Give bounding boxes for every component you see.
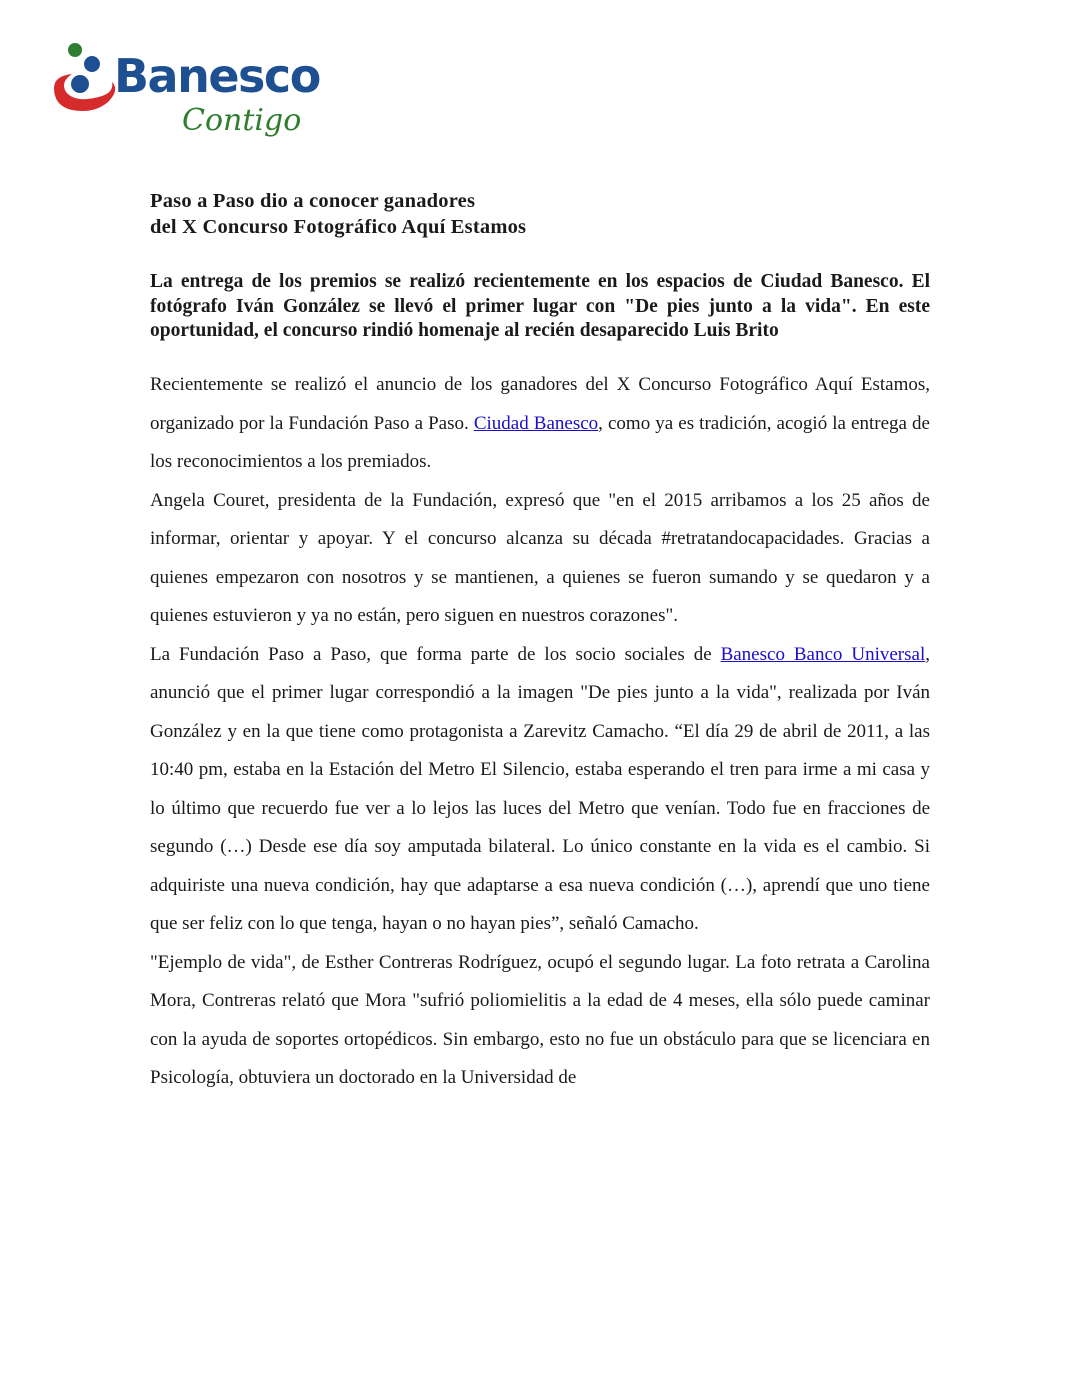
paragraph-3 — [150, 636, 930, 944]
paragraph-3-text-a: La Fundación Paso a Paso, que forma parte de los socio sociales de — [150, 643, 721, 665]
ciudad-banesco-link[interactable]: Ciudad Banesco — [473, 412, 599, 434]
paragraph-3-text-b: , anunció que el primer lugar correspondió a la imagen "De pies junto a la vida", realizada por Iván González y en la que tiene como protagonista a Zarevitz Camacho. “El día 29 de abril de 2011, a las 10:40 pm, estaba en la Estación del Metro El Silencio, estaba esperando el tren para irme a mi casa y lo último que recuerdo fue ver a lo lejos las luces del Metro que venían. Todo fue en fracciones de segundo (…) Desde ese día soy amputada bilateral. Lo único constante en la vida es el cambio. Si adquiriste una nueva condición, hay que adaptarse a esa nueva condición (…), aprendí que uno tiene que ser feliz con lo que tenga, hayan o no hayan pies”, señaló Camacho. — [150, 643, 930, 934]
banesco-logo-icon — [50, 40, 360, 150]
logo-brand: Banesco — [114, 49, 320, 103]
paragraph-1-text-a: Recientemente se realizó el anuncio de los ganadores del X Concurso Fotográfico Aquí Estamos, organizado por la Fundación Paso a Paso. — [150, 374, 930, 434]
paragraph-1-text-b: , como ya es tradición, acogió la entrega de los reconocimientos a los premiados. — [150, 412, 930, 472]
lead-summary: La entrega de los premios se realizó recientemente en los espacios de Ciudad Banesco. El fotógrafo Iván González se llevó el primer lugar con "De pies junto a la vida". En este oportunidad, el concurso rindió homenaje al recién desaparecido Luis Brito — [150, 271, 930, 341]
paragraph-2: Angela Couret, presidenta de la Fundación, expresó que "en el 2015 arribamos a los 25 años de informar, orientar y apoyar. Y el concurso alcanza su década #retratandocapacidades. Gracias a quienes empezaron con nosotros y se mantienen, a quienes se fueron sumando y se quedaron y a quienes estuvieron y ya no están, pero siguen en nuestros corazones". — [150, 489, 930, 626]
headline — [150, 188, 930, 240]
paragraph-1 — [150, 366, 930, 482]
headline-line-1: Paso a Paso dio a conocer ganadores — [150, 190, 476, 212]
article-body — [150, 366, 930, 1098]
banesco-banco-universal-link[interactable]: Banesco Banco Universal — [720, 643, 926, 665]
banesco-logo — [50, 40, 360, 150]
paragraph-4: "Ejemplo de vida", de Esther Contreras Rodríguez, ocupó el segundo lugar. La foto retrata a Carolina Mora, Contreras relató que Mora "sufrió poliomielitis a la edad de 4 meses, ella sólo puede caminar con la ayuda de soportes ortopédicos. Sin embargo, esto no fue un obstáculo para que se licenciara en Psicología, obtuviera un doctorado en la Universidad de — [150, 951, 930, 1088]
logo-tagline: Contigo — [182, 103, 302, 138]
headline-line-2: del X Concurso Fotográfico Aquí Estamos — [150, 216, 527, 238]
